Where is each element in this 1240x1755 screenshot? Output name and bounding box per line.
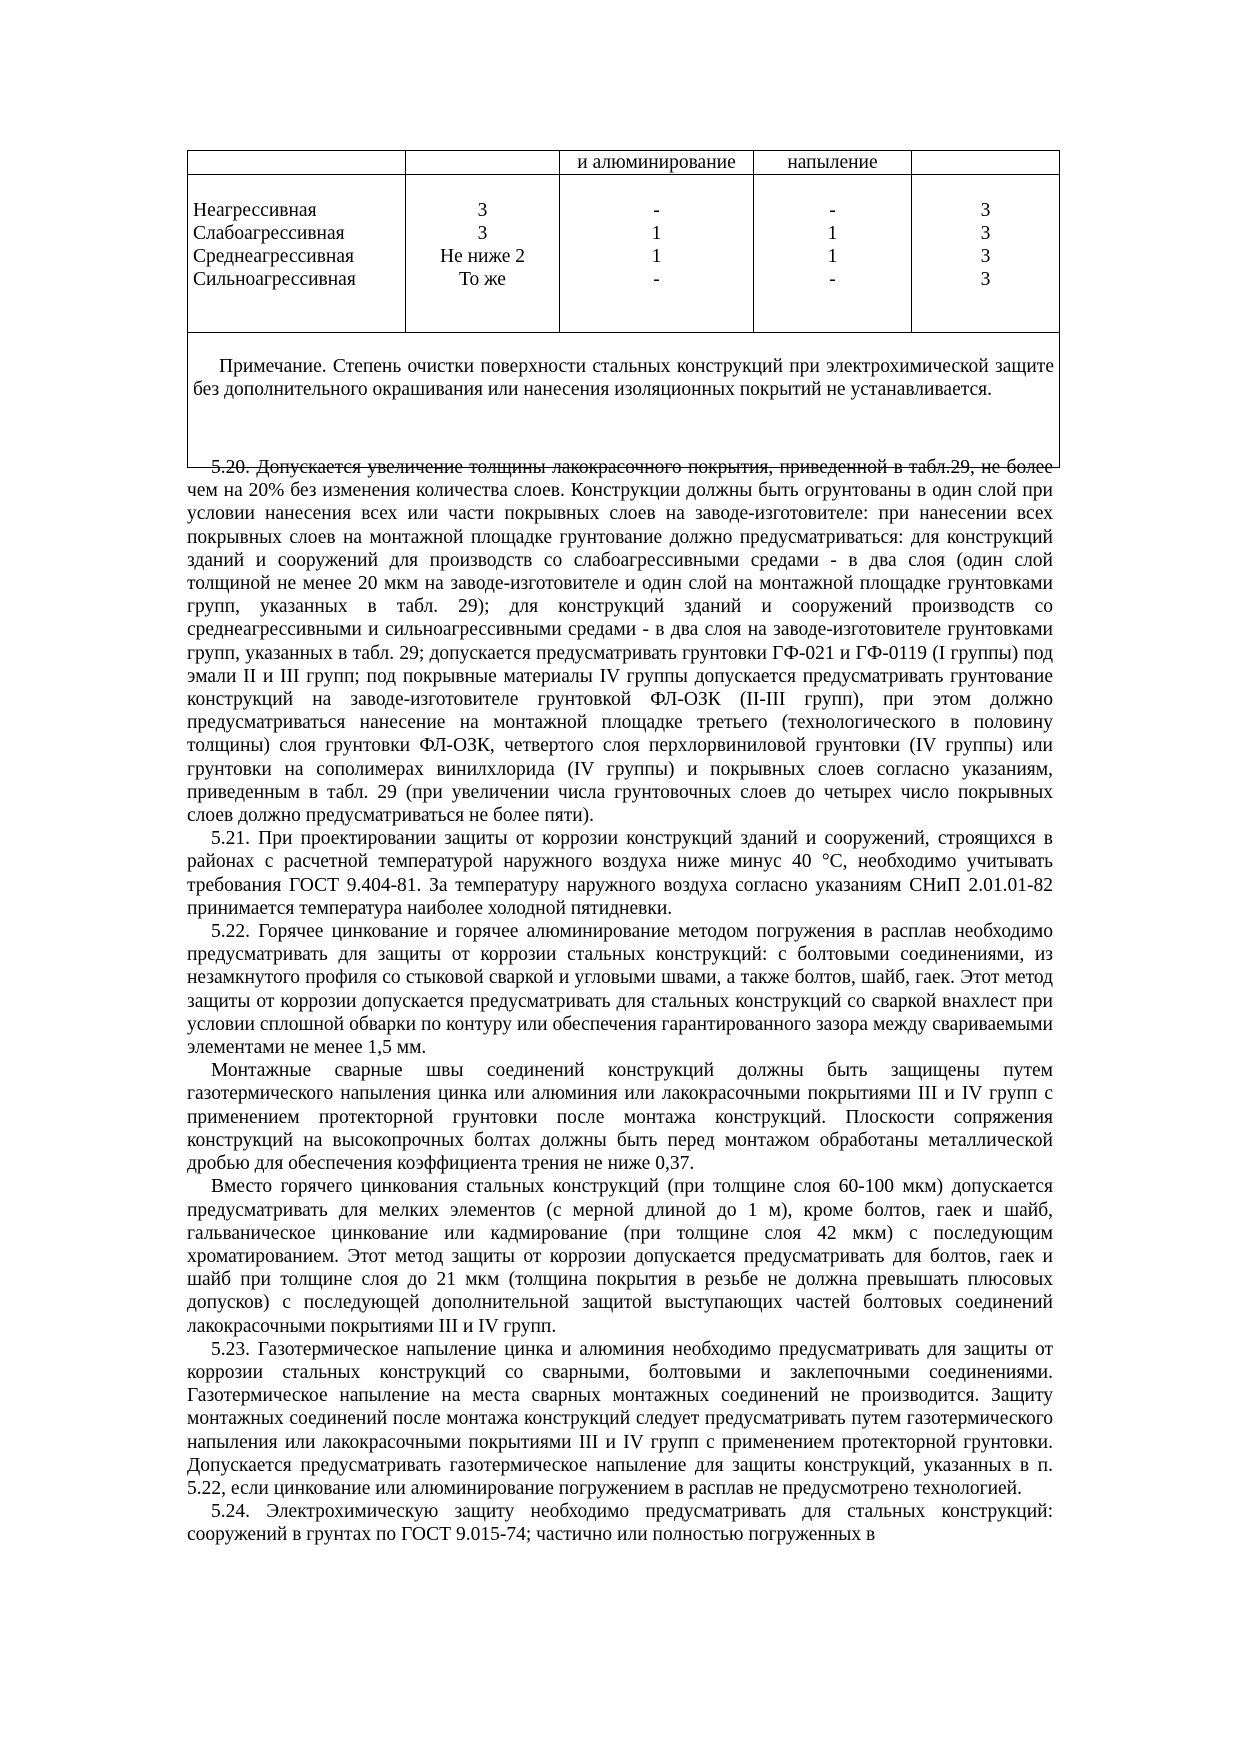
paragraph-galvanic: Вместо горячего цинкования стальных конструкций (при толщине слоя 60-100 мкм) допускается предусматривать для мелких элементов (с мерной длиной до 1 м), кроме болтов, гаек и шайб, гальваническое цинкование или кадмирование (при толщине слоя 42 мкм) с последующим хроматированием. Этот метод защиты от коррозии допускается предусматривать для болтов, гаек и шайб при толщине слоя до 21 мкм (толщина покрытия в резьбе не должна превышать плюсовых допусков) с последующей дополнительной защитой выступающих частей болтовых соединений лакокрасочными покрытиями III и IV групп. <box>187 1176 1053 1337</box>
table-cell: - <box>829 269 836 290</box>
table-note-row <box>188 333 1060 468</box>
table-cell: 3 <box>980 200 991 221</box>
column-degree <box>406 175 560 333</box>
table-cell: 1 <box>651 246 662 267</box>
table-note-cell <box>188 333 1060 468</box>
header-cell-spraying: напыление <box>754 151 912 175</box>
table-cell: Не ниже 2 <box>440 246 525 267</box>
table-cell: 3 <box>980 246 991 267</box>
table-cell: - <box>829 200 836 221</box>
table-cell: 1 <box>651 223 662 244</box>
body-text <box>187 456 1053 1547</box>
paragraph-5-22: 5.22. Горячее цинкование и горячее алюминирование методом погружения в расплав необходимо предусматривать для защиты от коррозии стальных конструкций: с болтовыми соединениями, из незамкнутого профиля со стыковой сваркой и угловыми швами, а также болтов, шайб, гаек. Этот метод защиты от коррозии допускается предусматривать для стальных конструкций со сваркой внахлест при условии сплошной обварки по контуру или обеспечения гарантированного зазора между свариваемыми элементами не менее 1,5 мм. <box>187 921 1053 1059</box>
paragraph-5-21: 5.21. При проектировании защиты от коррозии конструкций зданий и сооружений, строящихся в районах с расчетной температурой наружного воздуха ниже минус 40 °С, необходимо учитывать требования ГОСТ 9.404-81. За температуру наружного воздуха согласно указаниям СНиП 2.01.01-82 принимается температура наиболее холодной пятидневки. <box>187 828 1053 919</box>
table-cell: 3 <box>980 269 991 290</box>
column-aluminizing <box>560 175 754 333</box>
paragraph-5-23: 5.23. Газотермическое напыление цинка и алюминия необходимо предусматривать для защиты от коррозии стальных конструкций со сварными, болтовыми и заклепочными соединениями. Газотермическое напыление на места сварных монтажных соединений не производится. Защиту монтажных соединений после монтажа конструкций следует предусматривать путем газотермического напыления или лакокрасочными покрытиями III и IV групп с применением протекторной грунтовки. Допускается предусматривать газотермическое напыление для защиты конструкций, указанных в п. 5.22, если цинкование или алюминирование погружением в расплав не предусмотрено технологией. <box>187 1338 1053 1499</box>
table-cell: Слабоагрессивная <box>193 223 345 244</box>
column-spraying <box>754 175 912 333</box>
table-cell: 1 <box>827 223 838 244</box>
header-cell-degree <box>406 151 560 175</box>
table-cell: 1 <box>827 246 838 267</box>
table-cell: 3 <box>477 223 488 244</box>
paragraph-welds: Монтажные сварные швы соединений конструкций должны быть защищены путем газотермического напыления цинка или алюминия или лакокрасочными покрытиями III и IV групп с применением протекторной грунтовки после монтажа конструкций. Плоскости сопряжения конструкций на высокопрочных болтах должны быть перед монтажом обработаны металлической дробью для обеспечения коэффициента трения не ниже 0,37. <box>187 1060 1053 1175</box>
header-cell-env <box>188 151 406 175</box>
header-cell-last <box>912 151 1060 175</box>
table-cell: - <box>653 200 660 221</box>
table-cell: Сильноагрессивная <box>193 269 356 290</box>
column-environment <box>188 175 406 333</box>
paragraph-5-20: 5.20. Допускается увеличение толщины лакокрасочного покрытия, приведенной в табл.29, не более чем на 20% без изменения количества слоев. Конструкции должны быть огрунтованы в один слой при условии нанесения всех или части покрывных слоев на заводе-изготовителе: при нанесении всех покрывных слоев на монтажной площадке грунтование должно предусматриваться: для конструкций зданий и сооружений для производств со слабоагрессивными средами - в два слоя (один слой толщиной не менее 20 мкм на заводе-изготовителе и один слой на монтажной площадке грунтовками групп, указанных в табл. 29); для конструкций зданий и сооружений производств со среднеагрессивными и сильноагрессивными средами - в два слоя на заводе-изготовителе грунтовками групп, указанных в табл. 29; допускается предусматривать грунтовки ГФ-021 и ГФ-0119 (I группы) под эмали II и III групп; под покрывные материалы IV группы допускается предусматривать грунтование конструкций на заводе-изготовителе грунтовкой ФЛ-ОЗК (II-III групп), при этом должно предусматриваться нанесение на монтажной площадке третьего (технологического в половину толщины) слоя грунтовки ФЛ-ОЗК, четвертого слоя перхлорвиниловой грунтовки (IV группы) или грунтовки на сополимерах винилхлорида (IV группы) и покрывных слоев согласно указаниям, приведенным в табл. 29 (при увеличении числа грунтовочных слоев до четырех число покрывных слоев должно предусматриваться не более пяти). <box>187 457 1053 827</box>
paragraph-5-24: 5.24. Электрохимическую защиту необходимо предусматривать для стальных конструкций: сооружений в грунтах по ГОСТ 9.015-74; частично или полностью погруженных в <box>187 1501 1053 1546</box>
table-header-row <box>188 151 1060 175</box>
header-cell-aluminizing: и алюминирование <box>560 151 754 175</box>
surface-cleaning-table <box>187 150 1060 468</box>
table-cell: - <box>653 269 660 290</box>
table-note: Примечание. Степень очистки поверхности стальных конструкций при электрохимической защите без дополнительного окрашивания или нанесения изоляционных покрытий не устанавливается. <box>193 356 1054 400</box>
table-body-row <box>188 175 1060 333</box>
table-cell: 3 <box>477 200 488 221</box>
table-cell: 3 <box>980 223 991 244</box>
table-cell: Среднеагрессивная <box>193 246 354 267</box>
table-cell: Неагрессивная <box>193 200 317 221</box>
column-last <box>912 175 1060 333</box>
table-cell: То же <box>459 269 506 290</box>
